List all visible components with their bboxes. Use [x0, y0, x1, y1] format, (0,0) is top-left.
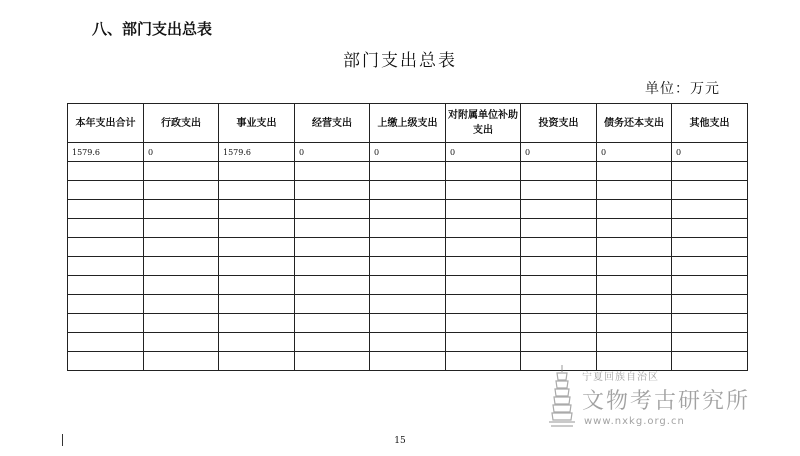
table-cell: [521, 295, 597, 314]
table-cell: [144, 257, 219, 276]
table-cell: [219, 219, 295, 238]
table-cell: [68, 295, 144, 314]
table-cell: [144, 162, 219, 181]
table-cell: [446, 352, 521, 371]
table-cell: [446, 238, 521, 257]
table-cell: [521, 238, 597, 257]
table-cell: [144, 333, 219, 352]
table-cell: [295, 219, 370, 238]
table-cell: [521, 219, 597, 238]
table-cell: [446, 219, 521, 238]
table-cell: [68, 314, 144, 333]
table-cell: [144, 200, 219, 219]
column-header: 其他支出: [672, 104, 748, 143]
section-heading: 八、部门支出总表: [92, 20, 213, 38]
table-cell: [597, 333, 672, 352]
table-cell: 0: [597, 143, 672, 162]
column-header: 经营支出: [295, 104, 370, 143]
table-cell: [672, 238, 748, 257]
table-cell: [521, 257, 597, 276]
institute-watermark: [548, 364, 788, 430]
table-cell: [68, 352, 144, 371]
column-header: 本年支出合计: [68, 104, 144, 143]
table-cell: 0: [446, 143, 521, 162]
table-cell: [597, 238, 672, 257]
table-cell: [144, 276, 219, 295]
watermark-region-text: 宁夏回族自治区: [582, 372, 659, 383]
table-cell: [597, 276, 672, 295]
table-row: [68, 200, 748, 219]
table-cell: [672, 276, 748, 295]
table-cell: [144, 295, 219, 314]
table-cell: [68, 257, 144, 276]
column-header: 投资支出: [521, 104, 597, 143]
table-cell: 0: [144, 143, 219, 162]
table-cell: [446, 257, 521, 276]
table-cell: [672, 219, 748, 238]
table-cell: [521, 333, 597, 352]
table-cell: [144, 314, 219, 333]
table-cell: [446, 181, 521, 200]
page-number: 15: [394, 436, 406, 446]
table-cell: [219, 257, 295, 276]
table-cell: [219, 276, 295, 295]
table-body: [68, 143, 748, 371]
column-header: 上缴上级支出: [370, 104, 446, 143]
table-cell: [672, 162, 748, 181]
table-cell: [68, 276, 144, 295]
table-cell: [672, 257, 748, 276]
table-cell: [446, 295, 521, 314]
table-row: [68, 333, 748, 352]
table-row: [68, 314, 748, 333]
table-cell: [295, 314, 370, 333]
table-cell: [597, 257, 672, 276]
table-cell: [370, 295, 446, 314]
table-row: [68, 143, 748, 162]
table-cell: [219, 238, 295, 257]
expenditure-summary-table: [67, 103, 748, 371]
table-cell: [446, 276, 521, 295]
table-row: [68, 238, 748, 257]
pagoda-icon: [548, 364, 576, 428]
table-cell: [295, 276, 370, 295]
document-title: 部门支出总表: [343, 51, 457, 71]
table-cell: 0: [295, 143, 370, 162]
table-cell: [370, 181, 446, 200]
column-header: 债务还本支出: [597, 104, 672, 143]
watermark-institute-name: 文物考古研究所: [582, 389, 751, 414]
table-cell: [370, 333, 446, 352]
table-cell: 0: [370, 143, 446, 162]
table-cell: 0: [521, 143, 597, 162]
column-header: 行政支出: [144, 104, 219, 143]
table-cell: [295, 200, 370, 219]
table-cell: [597, 162, 672, 181]
table-cell: [219, 181, 295, 200]
table-cell: [672, 200, 748, 219]
table-cell: 1579.6: [219, 143, 295, 162]
table-row: [68, 181, 748, 200]
table-cell: [370, 200, 446, 219]
table-cell: [295, 181, 370, 200]
unit-label: 单位：万元: [645, 81, 720, 97]
table-cell: [68, 219, 144, 238]
table-cell: 1579.6: [68, 143, 144, 162]
table-cell: [672, 181, 748, 200]
table-cell: [295, 333, 370, 352]
table-cell: [521, 200, 597, 219]
table-cell: [219, 352, 295, 371]
table-cell: [370, 238, 446, 257]
table-cell: [68, 181, 144, 200]
table-row: [68, 257, 748, 276]
table-cell: [295, 162, 370, 181]
table-cell: [295, 238, 370, 257]
table-cell: [370, 276, 446, 295]
table-cell: [370, 162, 446, 181]
table-cell: [370, 314, 446, 333]
table-cell: [370, 257, 446, 276]
table-cell: [597, 295, 672, 314]
table-cell: [68, 162, 144, 181]
table-cell: [446, 333, 521, 352]
table-cell: [446, 162, 521, 181]
table-cell: [672, 295, 748, 314]
table-cell: [672, 314, 748, 333]
table-cell: [597, 219, 672, 238]
table-cell: [144, 181, 219, 200]
table-cell: [446, 200, 521, 219]
table-cell: [219, 314, 295, 333]
table-cell: [144, 352, 219, 371]
table-cell: [219, 295, 295, 314]
column-header: 事业支出: [219, 104, 295, 143]
table-cell: [144, 219, 219, 238]
table-cell: [144, 238, 219, 257]
table-cell: [597, 314, 672, 333]
watermark-url: www.nxkg.org.cn: [584, 416, 685, 427]
table-cell: [521, 181, 597, 200]
table-cell: [672, 333, 748, 352]
table-cell: [521, 276, 597, 295]
table-cell: [68, 200, 144, 219]
table-cell: [370, 352, 446, 371]
table-row: [68, 295, 748, 314]
table-cell: [521, 162, 597, 181]
table-row: [68, 219, 748, 238]
table-cell: 0: [672, 143, 748, 162]
table-cell: [295, 257, 370, 276]
table-cell: [295, 352, 370, 371]
table-row: [68, 276, 748, 295]
table-header-row: [68, 104, 748, 143]
table-cell: [219, 333, 295, 352]
table-cell: [597, 200, 672, 219]
table-cell: [521, 314, 597, 333]
table-cell: [219, 162, 295, 181]
table-cell: [68, 333, 144, 352]
table-cell: [219, 200, 295, 219]
table-cell: [446, 314, 521, 333]
table-row: [68, 162, 748, 181]
column-header: 对附属单位补助支出: [446, 104, 521, 143]
table-cell: [68, 238, 144, 257]
table-cell: [370, 219, 446, 238]
table-cell: [295, 295, 370, 314]
table-cell: [597, 181, 672, 200]
